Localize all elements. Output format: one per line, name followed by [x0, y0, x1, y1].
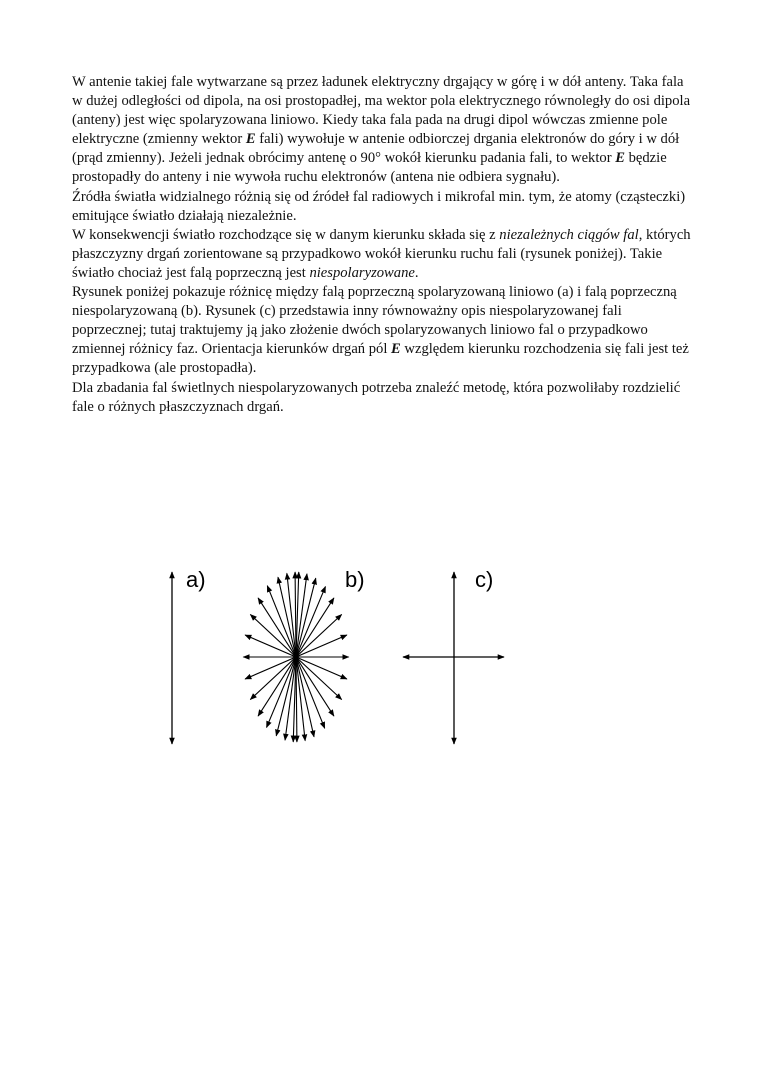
emphasis-text: niespolaryzowane	[309, 264, 415, 281]
vector-symbol: E	[245, 131, 256, 148]
text-run: , których płaszczyzny drgań zorientowane są przypadkowo wokół kierunku ruchu fali (rysunek poniżej). Takie światło chociaż jest falą poprzeczną jest	[72, 226, 691, 281]
text-run: będzie prostopadły do anteny i nie wywoła ruchu elektronów (antena nie odbiera sygnału).	[72, 150, 667, 186]
text-run: względem kierunku rozchodzenia się fali jest też przypadkowa (ale prostopadła).	[72, 341, 689, 377]
figure-label-a: a)	[186, 567, 206, 592]
text-run: .	[414, 264, 419, 281]
text-run: W konsekwencji światło rozchodzące się w danym kierunku składa się z	[72, 226, 500, 243]
figure-label-c: c)	[475, 567, 494, 592]
text-run: W antenie takiej fale wytwarzane są przez ładunek elektryczny drgający w górę i w dół anteny. Taka fala w dużej odległości od dipola, na osi prostopadłej, ma wektor pola elektrycznego równoległy do osi dipola (anteny) jest więc spolaryzowana liniowo. Kiedy taka fala pada na drugi dipol wówczas zmienne pole elektryczne (zmienny wektor	[72, 74, 691, 148]
text-run: Dla zbadania fal świetlnych niespolaryzowanych potrzeba znaleźć metodę, która pozwoliłaby rozdzielić fale o różnych płaszczyznach drgań.	[72, 379, 681, 415]
emphasis-text: niezależnych ciągów fal	[499, 226, 639, 243]
unpolarized-vectors	[243, 572, 348, 742]
vector-symbol: E	[391, 341, 401, 358]
figure-label-b: b)	[345, 567, 365, 592]
text-run: fali) wywołuje w antenie odbiorczej drgania elektronów do góry i w dół (prąd zmienny). Jeżeli jednak obrócimy antenę o 90° wokół kierunku padania fali, to wektor	[72, 131, 680, 167]
text-run: Rysunek poniżej pokazuje różnicę między falą poprzeczną spolaryzowaną liniowo (a) i falą poprzeczną niespolaryzowaną (b). Rysunek (c) przedstawia inny równoważny opis niespolaryzowanej fali poprzecznej; tutaj traktujemy ją jako złożenie dwóch spolaryzowanych liniowo fal o przypadkowo zmiennej różnicy faz. Orientacja kierunków drgań pól	[72, 284, 677, 358]
vector-symbol: E	[615, 150, 625, 167]
text-run: Źródła światła widzialnego różnią się od źródeł fal radiowych i mikrofal min. tym, że atomy (cząsteczki) emitujące światło działają niezależnie.	[72, 188, 686, 224]
